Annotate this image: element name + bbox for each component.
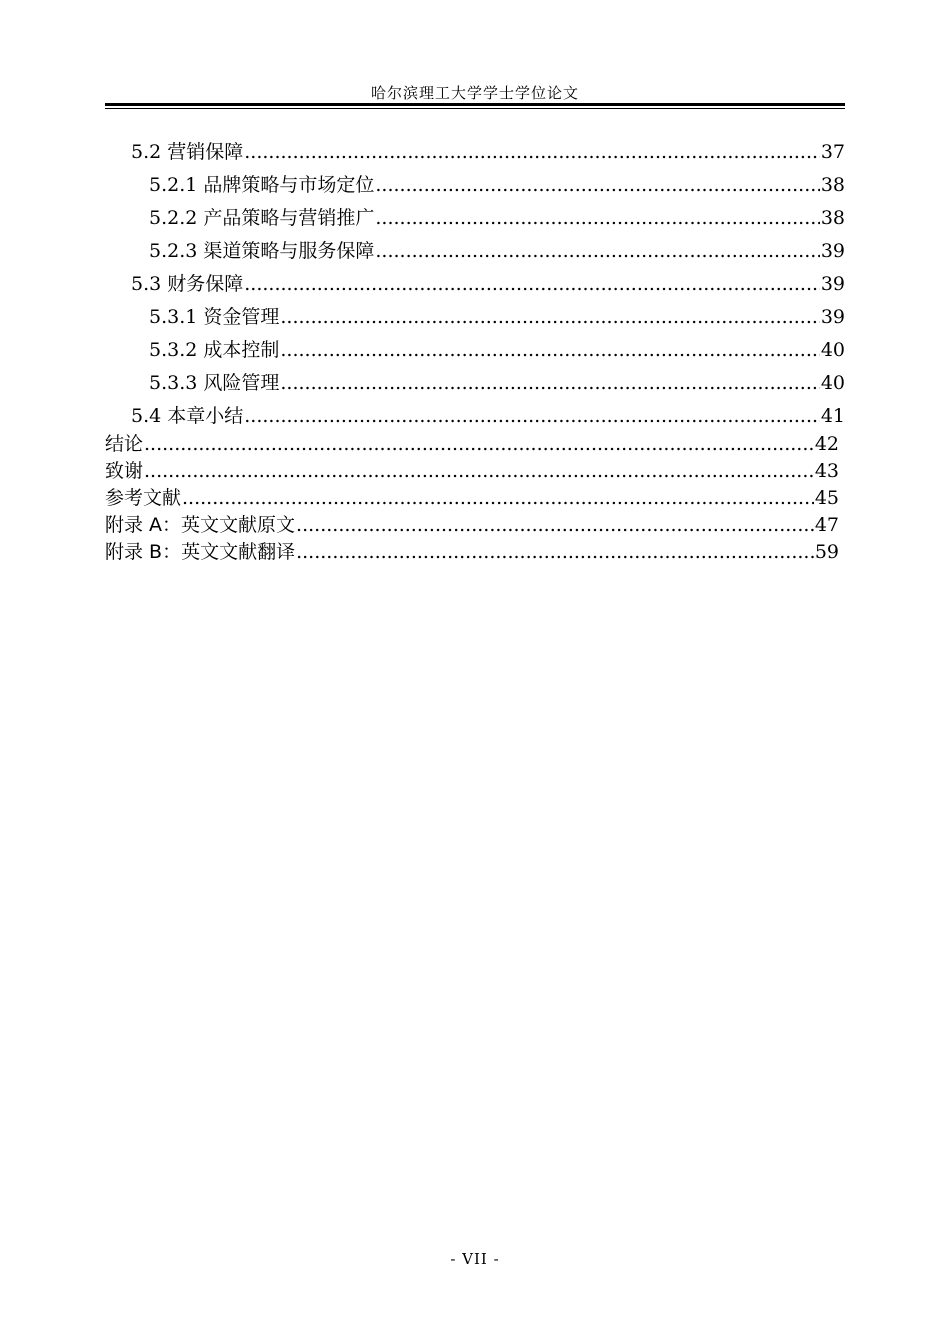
toc-dot-leader	[280, 339, 819, 361]
toc-entry-5-3-3[interactable]	[149, 368, 845, 395]
toc-entry-5-3-1[interactable]	[149, 302, 845, 329]
running-header: 哈尔滨理工大学学士学位论文	[370, 84, 579, 102]
toc-dot-leader	[182, 487, 814, 509]
toc-entry-acknowledgements[interactable]	[105, 456, 839, 483]
toc-dot-leader	[296, 541, 814, 563]
toc-entry-label: 结论	[105, 433, 144, 455]
toc-dot-leader	[244, 273, 820, 295]
toc-entry-conclusion[interactable]	[105, 429, 839, 456]
toc-entry-page: 39	[820, 273, 845, 295]
toc-dot-leader	[375, 207, 819, 229]
toc-dot-leader	[244, 405, 820, 427]
table-of-contents	[0, 0, 950, 600]
page-number: - VII -	[450, 1250, 500, 1268]
toc-entry-label: 5.2.1 品牌策略与市场定位	[149, 174, 375, 196]
toc-dot-leader	[280, 306, 819, 328]
toc-entry-page: 45	[814, 487, 839, 509]
toc-dot-leader	[144, 460, 814, 482]
toc-entry-page: 41	[820, 405, 845, 427]
toc-entry-5-2[interactable]	[131, 137, 845, 164]
toc-entry-label: 5.2.3 渠道策略与服务保障	[149, 240, 375, 262]
toc-entry-appendix-b[interactable]	[105, 537, 839, 564]
toc-entry-page: 47	[814, 514, 839, 536]
toc-dot-leader	[280, 372, 819, 394]
toc-entry-5-3[interactable]	[131, 269, 845, 296]
toc-entry-appendix-a[interactable]	[105, 510, 839, 537]
toc-dot-leader	[375, 240, 819, 262]
toc-entry-references[interactable]	[105, 483, 839, 510]
toc-entry-5-2-2[interactable]	[149, 203, 845, 230]
toc-entry-page: 39	[820, 306, 845, 328]
toc-entry-5-2-3[interactable]	[149, 236, 845, 263]
toc-entry-page: 42	[814, 433, 839, 455]
toc-entry-page: 40	[820, 339, 845, 361]
toc-entry-label: 5.4 本章小结	[131, 405, 244, 427]
toc-entry-label: 致谢	[105, 460, 144, 482]
toc-entry-label: 附录 A：英文文献原文	[105, 514, 296, 536]
toc-entry-5-4[interactable]	[131, 401, 845, 428]
toc-entry-5-3-2[interactable]	[149, 335, 845, 362]
toc-entry-page: 39	[820, 240, 845, 262]
toc-dot-leader	[296, 514, 814, 536]
toc-entry-5-2-1[interactable]	[149, 170, 845, 197]
toc-entry-page: 43	[814, 460, 839, 482]
toc-entry-label: 5.3.2 成本控制	[149, 339, 280, 361]
toc-entry-page: 37	[820, 141, 845, 163]
toc-entry-page: 40	[820, 372, 845, 394]
toc-dot-leader	[144, 433, 814, 455]
toc-entry-label: 附录 B：英文文献翻译	[105, 541, 296, 563]
toc-entry-label: 5.2.2 产品策略与营销推广	[149, 207, 375, 229]
toc-entry-label: 5.2 营销保障	[131, 141, 244, 163]
toc-entry-page: 59	[814, 541, 839, 563]
toc-entry-label: 5.3.1 资金管理	[149, 306, 280, 328]
toc-entry-page: 38	[820, 207, 845, 229]
toc-entry-label: 参考文献	[105, 487, 182, 509]
toc-dot-leader	[375, 174, 819, 196]
toc-dot-leader	[244, 141, 820, 163]
toc-entry-page: 38	[820, 174, 845, 196]
toc-entry-label: 5.3.3 风险管理	[149, 372, 280, 394]
toc-entry-label: 5.3 财务保障	[131, 273, 244, 295]
